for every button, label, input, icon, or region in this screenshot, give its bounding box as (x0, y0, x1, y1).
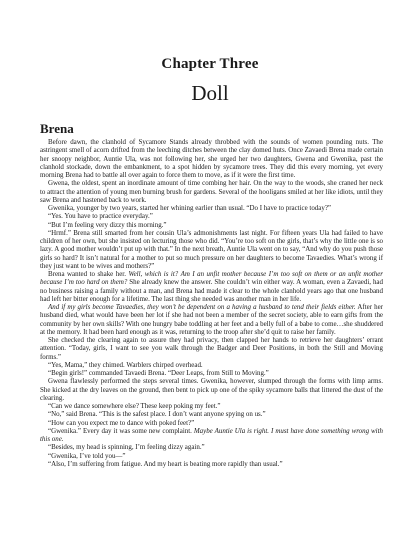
paragraph (40, 221, 383, 229)
paragraph (40, 138, 383, 179)
paragraph (40, 303, 383, 336)
text-run: Gwenika, younger by two years, started her whining earlier than usual. “Do I have to practice today?” (48, 204, 331, 212)
text-run: She already knew the answer. She couldn’t win either way. A woman, even a Zavaedi, had no business raising a family without a man, and Brena had made it clear to the whole clanhold years ago that one husband had left her bitter enough for a lifetime. The last thing she needed was another man in her life. (40, 278, 383, 303)
text-run: “Hrmf.” Brena still smarted from her cousin Ula’s admonishments last night. For fifteen years Ula had failed to have children of her own, but she insisted on lecturing those who did. “You’re too soft on the girls, that’s why the little one is so lazy. A good mother wouldn’t put up with that.” In the next breath, Auntie Ula went on to say, “And why do you push those girls so hard? It isn’t natural for a mother to put so much pressure on her daughters to become Tavaedies. What’s wrong if they just want to be wives and mothers?” (40, 228, 383, 270)
text-run: “Begin girls!” commanded Tavaedi Brena. “Deer Leaps, from Still to Moving.” (48, 369, 269, 377)
text-run: Gwena flawlessly performed the steps several times. Gwenika, however, slumped through the forms with limp arms. She kicked at the dry leaves on the ground, then bent to pick up one of the spiky sycamore balls that littered the dust of the clearing. (40, 377, 383, 402)
text-run: “Also, I’m suffering from fatigue. And my heart is beating more rapidly than usual.” (48, 459, 283, 468)
text-run: Before dawn, the clanhold of Sycamore Stands already throbbed with the sounds of women pounding nuts. The astringent smell of acorn drifted from the leeching ditches between the clay domed huts. Once Zavaedi Brena made certain her snoopy neighbor, Auntie Ula, was not following her, she urged her two daughters, Gwena and Gwenika, past the clanhold stockade, down the embankment, to a spot hidden by sycamore trees. They did this every morning, yet every morning Brena had to battle all over again to force them to move, as if it were the first time. (40, 138, 383, 179)
text-run: “Besides, my head is spinning, I’m feeling dizzy again.” (48, 443, 205, 452)
chapter-number: Chapter Three (161, 56, 259, 72)
text-run: “No,” said Brena. “This is the safest place. I don’t want anyone spying on us.” (48, 410, 266, 419)
text-run: “But I’m feeling very dizzy this morning.” (48, 220, 167, 229)
text-run: She checked the clearing again to assure they had privacy, then clapped her hands to retrieve her daughters’ errant attention. “Today, girls, I want to see you walk through the Badger and Deer Positions, in both the Still and Moving forms.” (40, 336, 383, 361)
text-run: “Yes, Mama,” they chimed. Warblers chirped overhead. (48, 360, 203, 369)
paragraph (40, 204, 383, 212)
text-run: “Gwenika.” Every day it was some new complaint. (48, 426, 194, 435)
italic-text-run: And if my girls become Tavaedies, they won’t be dependent on a having a husband to tend their fields either. (48, 303, 356, 311)
paragraph (40, 369, 383, 377)
text-run: Brena wanted to shake her. (48, 270, 129, 278)
text-run: After her husband died, what would have been her lot if she had not been a member of the secret society, able to earn gifts from the community by her own skills? With one hungry babe toddling at her feet and a belly full of a babe to come…she shuddered at the memory. It had been hard enough as it was, returning to the troop after she’d quit to raise her family. (40, 303, 383, 336)
paragraph (40, 179, 383, 204)
paragraph (40, 402, 383, 410)
text-run: “Can we dance somewhere else? These keep poking my feet.” (48, 402, 221, 410)
paragraph (40, 443, 383, 451)
paragraph (40, 229, 383, 270)
paragraph (40, 377, 383, 402)
paragraph (40, 270, 383, 303)
paragraph (40, 460, 383, 468)
italic-text-run: Well, which is it? Am I an unfit mother because I’m too soft on them or an unfit mother because I’m too hard on them? (40, 270, 384, 287)
section-heading: Brena (40, 121, 74, 136)
paragraph (40, 452, 383, 460)
paragraph (40, 212, 383, 220)
text-run: “Yes. You have to practice everyday.” (48, 212, 153, 221)
text-run: “How can you expect me to dance with poked feet?” (48, 418, 195, 427)
paragraph (40, 410, 383, 418)
paragraph (40, 427, 383, 444)
text-run: “Gwenika, I’ve told you—” (48, 451, 126, 460)
chapter-title: Doll (191, 81, 229, 105)
body-text (40, 138, 383, 468)
paragraph (40, 361, 383, 369)
paragraph (40, 336, 383, 361)
text-run: Gwena, the oldest, spent an inordinate amount of time combing her hair. On the way to the woods, she craned her neck to attract the attention of young men burning brush for gardens. Several of the hooligans smiled at her like idiots, until they saw Brena and hastened back to work. (40, 179, 383, 204)
italic-text-run: Maybe Auntie Ula is right. I must have done something wrong with this one. (40, 426, 384, 443)
paragraph (40, 419, 383, 427)
